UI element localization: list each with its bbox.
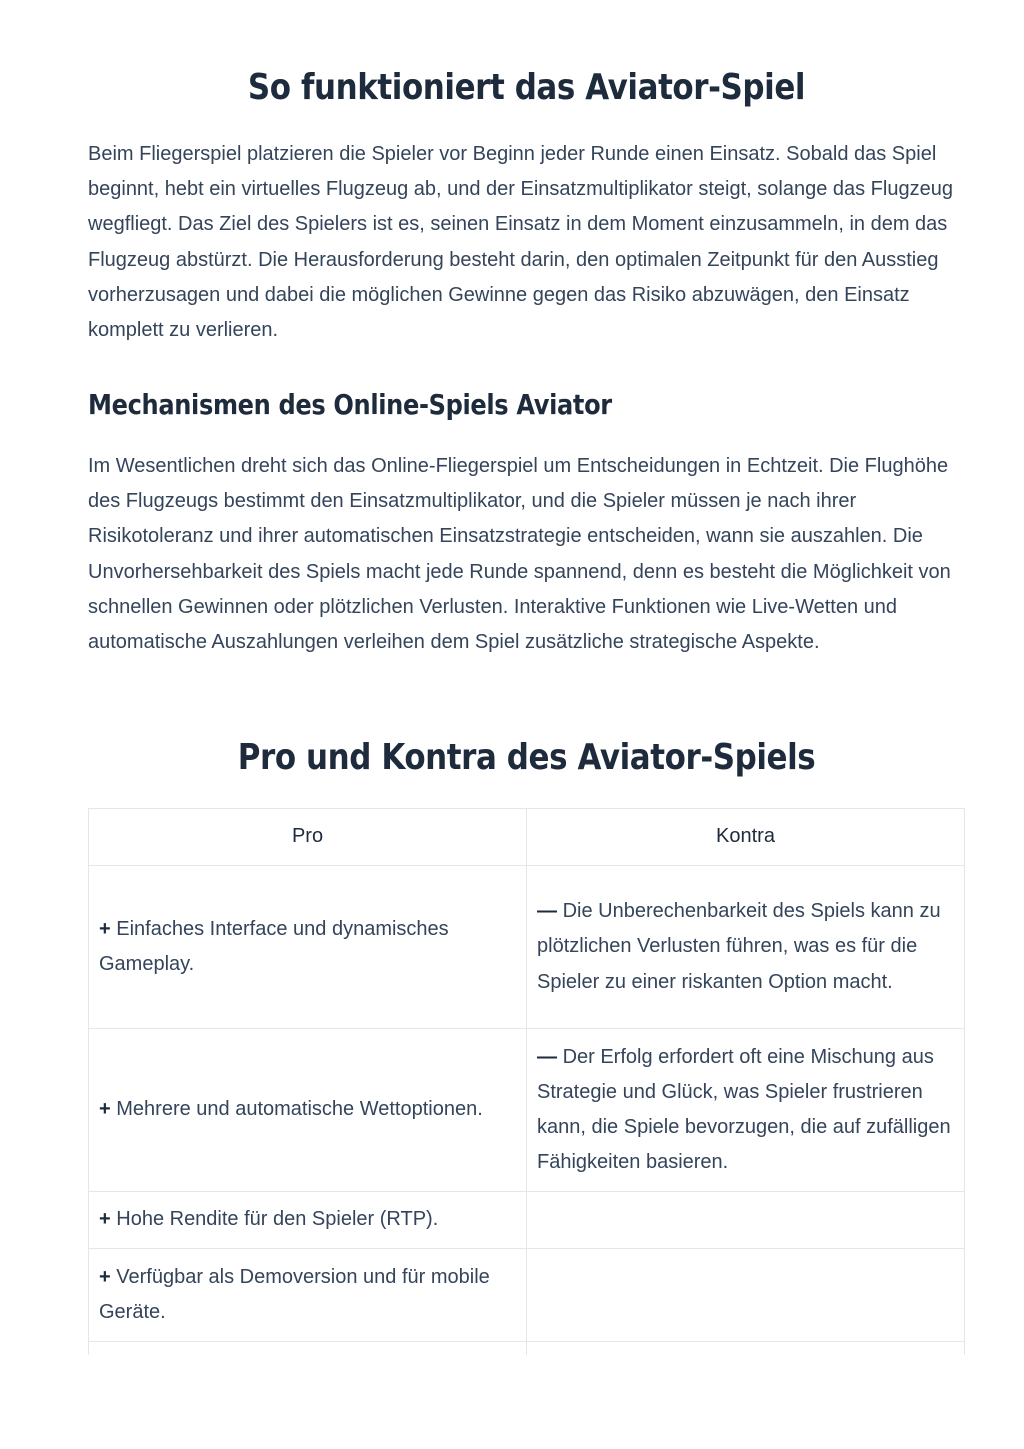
section-title-pros-cons: Pro und Kontra des Aviator-Spiels xyxy=(237,737,816,778)
dash-sign: — xyxy=(537,1045,557,1068)
contra-cell xyxy=(527,1029,965,1192)
table-row xyxy=(89,1029,965,1192)
pro-text: Einfaches Interface und dynamisches Gameplay. xyxy=(99,917,449,975)
contra-cell xyxy=(527,866,965,1029)
column-header-contra: Kontra xyxy=(527,809,965,866)
column-header-pro: Pro xyxy=(89,809,527,866)
plus-sign: + xyxy=(99,1098,111,1121)
table-row xyxy=(89,866,965,1029)
contra-text: Die Unberechenbarkeit des Spiels kann zu plötzlichen Verlusten führen, was es für die Spieler zu einer riskanten Option macht. xyxy=(537,900,941,993)
section-subtitle-mechanisms: Mechanismen des Online-Spiels Aviator xyxy=(88,388,612,421)
plus-sign: + xyxy=(99,917,111,940)
pro-cell xyxy=(89,1192,527,1249)
pro-cell xyxy=(89,1342,527,1356)
table-row xyxy=(89,1192,965,1249)
pros-cons-table-wrapper xyxy=(88,808,965,1355)
plus-sign: + xyxy=(99,1265,111,1288)
pro-cell xyxy=(89,866,527,1029)
pro-text: Mehrere und automatische Wettoptionen. xyxy=(116,1098,483,1121)
contra-cell xyxy=(527,1342,965,1356)
pro-cell xyxy=(89,1249,527,1342)
contra-cell xyxy=(527,1192,965,1249)
paragraph-how-it-works: Beim Fliegerspiel platzieren die Spieler vor Beginn jeder Runde einen Einsatz. Sobald das Spiel beginnt, hebt ein virtuelles Flugzeug ab, und der Einsatzmultiplikator steigt, solange das Flugzeug wegfliegt. Das Ziel des Spielers ist es, seinen Einsatz in dem Moment einzusammeln, in dem das Flugzeug abstürzt. Die Herausforderung besteht darin, den optimalen Zeitpunkt für den Ausstieg vorherzusagen und dabei die möglichen Gewinne gegen das Risiko abzuwägen, den Einsatz komplett zu verlieren. xyxy=(88,143,953,342)
pro-text: Verfügbar als Demoversion und für mobile Geräte. xyxy=(99,1265,490,1323)
section-title-how-it-works: So funktioniert das Aviator-Spiel xyxy=(247,67,806,108)
contra-cell xyxy=(527,1249,965,1342)
plus-sign: + xyxy=(99,1208,111,1231)
table-header-row xyxy=(89,809,965,866)
paragraph-mechanisms: Im Wesentlichen dreht sich das Online-Fliegerspiel um Entscheidungen in Echtzeit. Die Flughöhe des Flugzeugs bestimmt den Einsatzmultiplikator, und die Spieler müssen je nach ihrer Risikotoleranz und ihrer automatischen Einsatzstrategie entscheiden, wann sie auszahlen. Die Unvorhersehbarkeit des Spiels macht jede Runde spannend, denn es besteht die Möglichkeit von schnellen Gewinnen oder plötzlichen Verlusten. Interaktive Funktionen wie Live-Wetten und automatische Auszahlungen verleihen dem Spiel zusätzliche strategische Aspekte. xyxy=(88,455,951,654)
contra-text: Der Erfolg erfordert oft eine Mischung aus Strategie und Glück, was Spieler frustrieren kann, die Spiele bevorzugen, die auf zufälligen Fähigkeiten basieren. xyxy=(537,1045,951,1174)
pros-cons-table xyxy=(88,808,965,1355)
pro-text: Hohe Rendite für den Spieler (RTP). xyxy=(116,1208,439,1231)
pro-cell xyxy=(89,1029,527,1192)
table-row xyxy=(89,1249,965,1342)
dash-sign: — xyxy=(537,900,557,923)
table-row xyxy=(89,1342,965,1356)
